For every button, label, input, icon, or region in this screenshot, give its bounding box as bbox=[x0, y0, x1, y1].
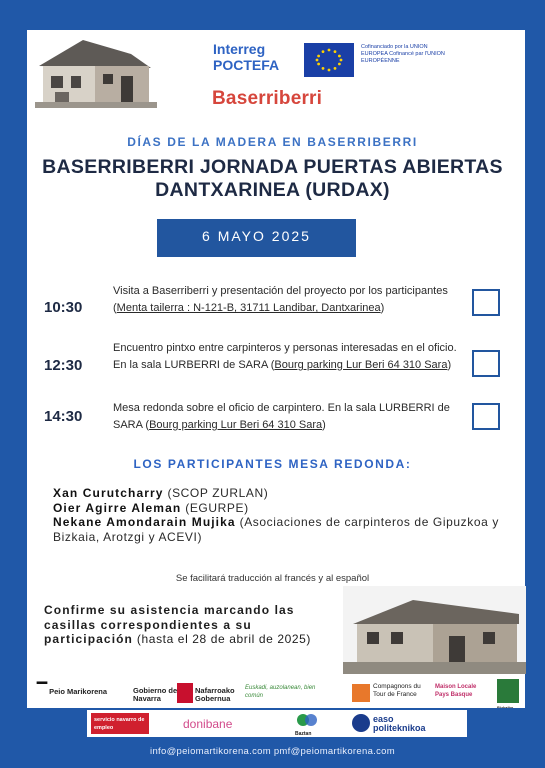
confirm-note bbox=[44, 603, 324, 647]
participant-name: Nekane Amondarain Mujika bbox=[53, 515, 236, 529]
participant-org: (Asociaciones de carpinteros de Gipuzkoa y Bizkaia, Arotzgi y ACEVI) bbox=[53, 515, 499, 544]
navarra-shield-icon bbox=[177, 683, 193, 703]
translation-note: Se facilitará traducción al francés y al español bbox=[175, 573, 370, 584]
logo-peio-marikorena: ▔ Peio Marikorena bbox=[37, 682, 108, 697]
logo-bizkaibe bbox=[497, 679, 519, 703]
interreg-logo bbox=[213, 42, 279, 74]
schedule-text-end: ) bbox=[447, 359, 452, 371]
farmhouse-image-top bbox=[35, 36, 157, 108]
schedule-text: Mesa redonda sobre el oficio de carpintero. En la sala LURBERRI de SARA ( bbox=[113, 402, 450, 431]
farmhouse-image-bottom bbox=[343, 586, 526, 674]
attendance-checkbox[interactable] bbox=[472, 350, 500, 377]
interreg-name: Interreg bbox=[213, 41, 266, 57]
sponsor-logos-row-2 bbox=[27, 708, 525, 740]
confirm-deadline: (hasta el 28 de abril de 2025) bbox=[136, 632, 312, 646]
logo-gobierno-navarra: Gobierno de Navarra bbox=[133, 686, 178, 703]
participant-name: Xan Curutcharry bbox=[53, 486, 164, 500]
participant-name: Oier Agirre Aleman bbox=[53, 500, 182, 515]
baztan-icon bbox=[295, 712, 319, 728]
schedule-location: Menta tailerra : N-121-B, 31711 Landibar, Dantxarinea bbox=[116, 302, 381, 314]
logo-euskadi: Euskadi, auzolanean, bien común bbox=[245, 685, 316, 699]
logo-nafarroako-gobernua: Nafarroako Gobernua bbox=[195, 686, 235, 703]
schedule-row bbox=[44, 340, 502, 390]
logo-label: Peio Marikorena bbox=[49, 687, 108, 696]
event-subtitle: DÍAS DE LA MADERA EN BASERRIBERRI bbox=[127, 135, 418, 149]
participant-item bbox=[53, 501, 513, 516]
logo-easo-politeknikoa: easo politeknikoa bbox=[373, 714, 426, 733]
event-date: 6 MAYO 2025 bbox=[157, 219, 356, 257]
schedule-text-end: ) bbox=[322, 419, 326, 431]
sponsor-logos-row-1 bbox=[27, 674, 525, 712]
baserriberri-logo: Baserriberri bbox=[212, 88, 323, 109]
contact-emails: info@peiomartikorena.com pmf@peiomartikorena.com bbox=[150, 746, 395, 757]
logo-maison-locale: Maison Locale Pays Basque bbox=[435, 684, 477, 698]
participants-heading: LOS PARTICIPANTES MESA REDONDA: bbox=[133, 457, 412, 471]
schedule-description bbox=[113, 283, 465, 317]
confirm-bold: Confirme su asistencia marcando las casillas correspondientes a su participación bbox=[44, 603, 295, 646]
easo-icon bbox=[352, 714, 370, 732]
participant-item bbox=[53, 486, 513, 501]
schedule-time: 10:30 bbox=[44, 299, 83, 316]
schedule-location: Bourg parking Lur Beri 64 310 Sara bbox=[149, 419, 323, 431]
schedule-row bbox=[44, 400, 502, 440]
schedule-text: Encuentro pintxo entre carpinteros y personas interesadas en el oficio. En la sala LURBERRI de SARA ( bbox=[113, 342, 457, 371]
participant-org: (SCOP ZURLAN) bbox=[167, 486, 269, 500]
attendance-checkbox[interactable] bbox=[472, 403, 500, 430]
eu-cofinancing-text: Cofinanciado por la UNION EUROPEA Cofinancé par l'UNION EUROPÉENNE bbox=[361, 44, 445, 64]
schedule-location: Bourg parking Lur Beri 64 310 Sara bbox=[274, 359, 448, 371]
schedule-text: Visita a Baserriberri y presentación del proyecto por los participantes ( bbox=[113, 285, 448, 314]
schedule-description bbox=[113, 340, 465, 374]
participant-org: (EGURPE) bbox=[185, 500, 249, 515]
attendance-checkbox[interactable] bbox=[472, 289, 500, 316]
poctefa-name: POCTEFA bbox=[213, 57, 280, 73]
event-title: BASERRIBERRI JORNADA PUERTAS ABIERTAS DANTXARINEA (URDAX) bbox=[42, 156, 503, 201]
compagnons-icon bbox=[352, 684, 370, 702]
logo-baztan bbox=[295, 712, 333, 737]
schedule-time: 12:30 bbox=[44, 357, 83, 374]
logo-servicio-navarro-empleo: servicio navarro de empleo bbox=[91, 713, 149, 734]
logo-label: Baztan bbox=[295, 731, 312, 737]
schedule-description bbox=[113, 400, 465, 434]
schedule-text-end: ) bbox=[380, 302, 385, 314]
participants-list bbox=[53, 486, 513, 544]
schedule-row bbox=[44, 283, 502, 333]
participant-item bbox=[53, 515, 513, 544]
schedule-time: 14:30 bbox=[44, 408, 83, 425]
logo-compagnons: Compagnons du Tour de France bbox=[373, 683, 421, 698]
logo-donibane: donibane bbox=[183, 717, 233, 731]
eu-flag-icon bbox=[304, 43, 354, 77]
